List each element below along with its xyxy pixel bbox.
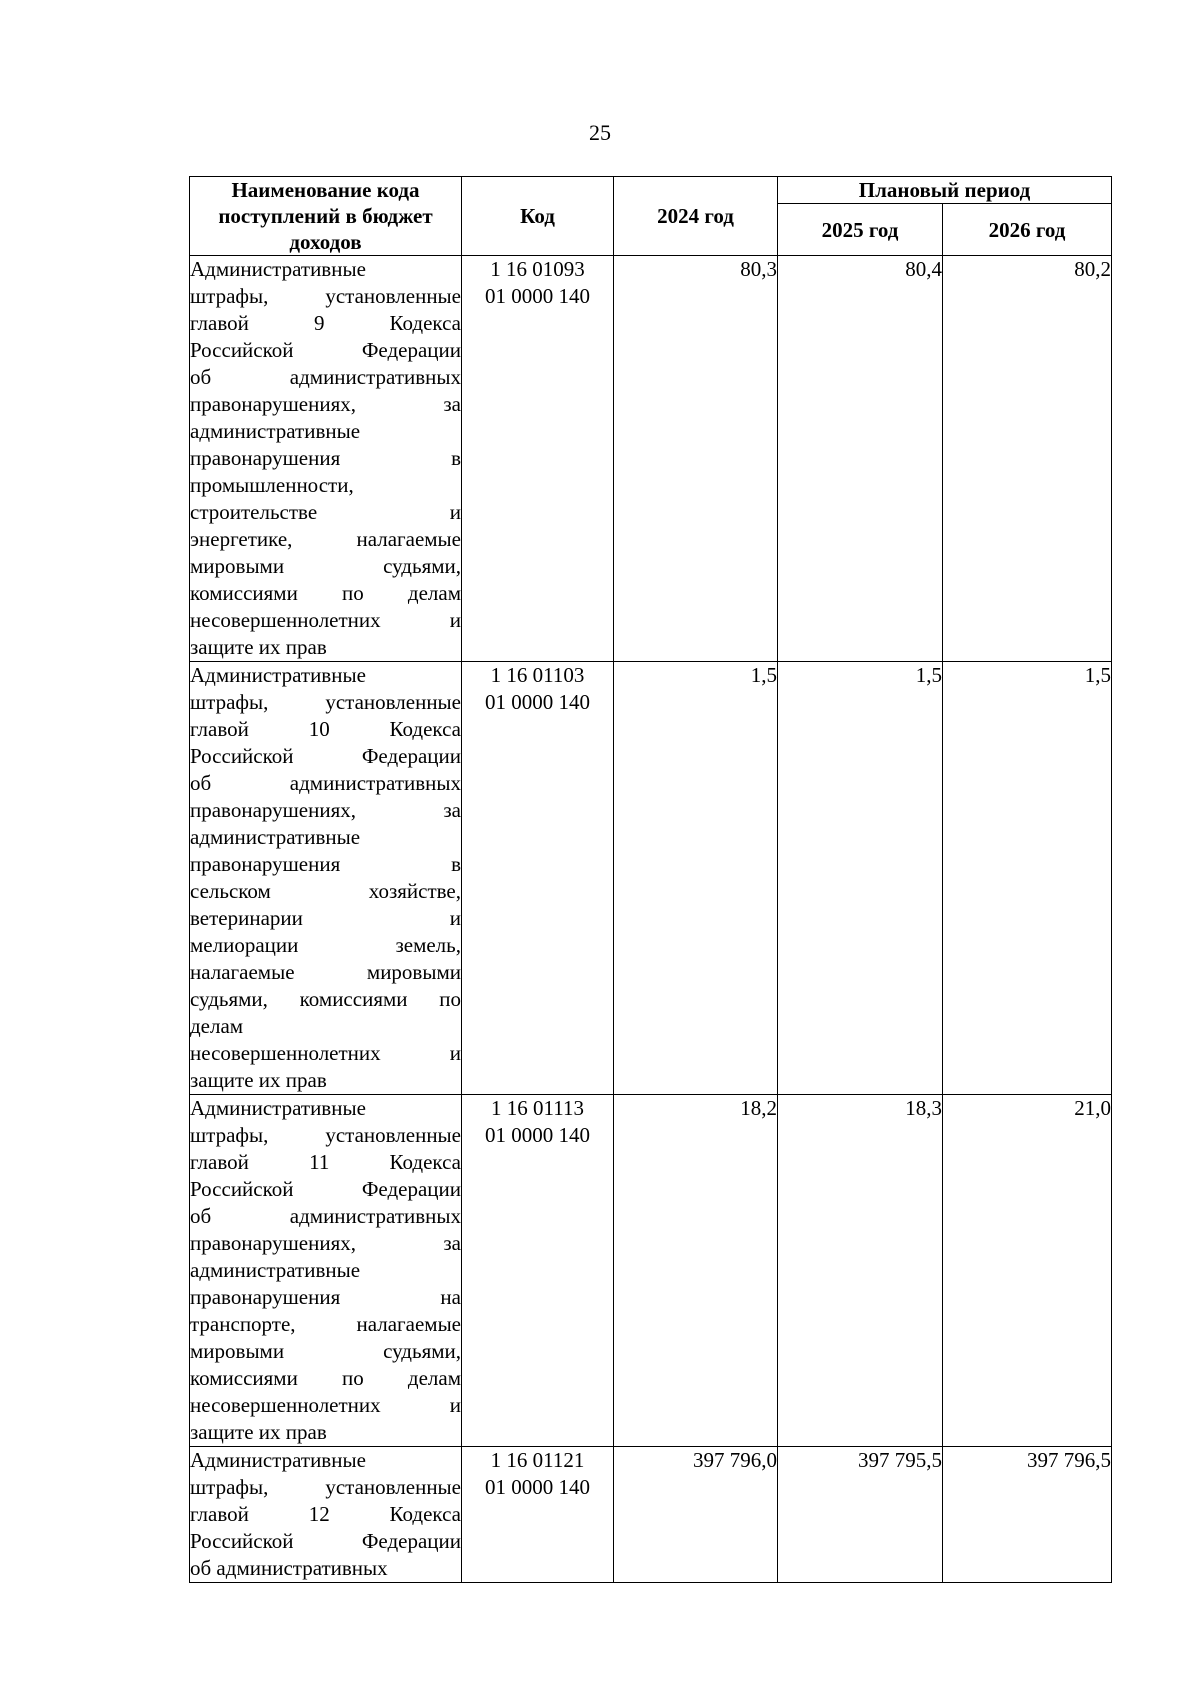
row-name-line: комиссиями по делам — [190, 1366, 461, 1390]
row-code-line: 1 16 01113 — [491, 1096, 584, 1120]
row-name-line: делам — [190, 1014, 244, 1038]
row-name-line: Российской Федерации — [190, 1529, 461, 1553]
row-name-line: строительстве и — [190, 500, 461, 524]
row-name-line: несовершеннолетних и — [190, 1041, 461, 1065]
row-name-line: Российской Федерации — [190, 744, 461, 768]
row-code-line: 1 16 01093 — [490, 257, 585, 281]
row-name-line: комиссиями по делам — [190, 581, 461, 605]
row-code-line: 1 16 01121 — [490, 1448, 585, 1472]
row-name-line: транспорте, налагаемые — [190, 1312, 461, 1336]
row-name-line: главой 12 Кодекса — [190, 1502, 461, 1526]
row-name-line: правонарушения в — [190, 852, 461, 876]
row-name-line: штрафы, установленные — [190, 690, 461, 714]
row-name-line: об административных — [190, 771, 461, 795]
row-value-2026: 21,0 — [943, 1095, 1112, 1447]
row-name-line: защите их прав — [190, 1068, 327, 1092]
row-name-line: правонарушения на — [190, 1285, 461, 1309]
row-name-line: энергетике, налагаемые — [190, 527, 461, 551]
row-name-line: мировыми судьями, — [190, 554, 461, 578]
row-name-cell — [190, 662, 462, 1095]
row-name-line: правонарушениях, за — [190, 798, 461, 822]
row-name-line: промышленности, — [190, 473, 354, 497]
row-name-line: Российской Федерации — [190, 1177, 461, 1201]
row-name-line: ветеринарии и — [190, 906, 461, 930]
row-value-2024: 397 796,0 — [614, 1447, 778, 1583]
row-value-2025: 1,5 — [778, 662, 943, 1095]
header-planned-period: Плановый период — [778, 177, 1112, 204]
row-value-2026: 397 796,5 — [943, 1447, 1112, 1583]
row-value-2025: 397 795,5 — [778, 1447, 943, 1583]
row-name-line: об административных — [190, 365, 461, 389]
row-name-line: судьями, комиссиями по — [190, 987, 461, 1011]
row-name-line: штрафы, установленные — [190, 284, 461, 308]
header-code: Код — [462, 177, 614, 256]
page-number: 25 — [589, 120, 611, 145]
row-code-cell — [462, 256, 614, 662]
row-name-line: несовершеннолетних и — [190, 608, 461, 632]
row-name-line: сельском хозяйстве, — [190, 879, 461, 903]
row-code-line: 01 0000 140 — [485, 284, 590, 308]
row-name-line: защите их прав — [190, 1420, 327, 1444]
row-name-cell — [190, 1095, 462, 1447]
row-name-line: несовершеннолетних и — [190, 1393, 461, 1417]
header-2026: 2026 год — [943, 204, 1112, 256]
row-name-line: главой 11 Кодекса — [190, 1150, 461, 1174]
row-value-2025: 18,3 — [778, 1095, 943, 1447]
row-name-line: главой 9 Кодекса — [190, 311, 461, 335]
row-value-2025: 80,4 — [778, 256, 943, 662]
row-value-2024: 18,2 — [614, 1095, 778, 1447]
row-name-line: об административных — [190, 1204, 461, 1228]
row-code-cell — [462, 1095, 614, 1447]
row-value-2024: 1,5 — [614, 662, 778, 1095]
row-name-line: Административные — [190, 257, 366, 281]
row-name-line: правонарушениях, за — [190, 1231, 461, 1255]
row-code-line: 01 0000 140 — [485, 1475, 590, 1499]
row-value-2026: 80,2 — [943, 256, 1112, 662]
row-name-line: штрафы, установленные — [190, 1123, 461, 1147]
row-name-line: административные — [190, 419, 361, 443]
row-code-line: 01 0000 140 — [485, 1123, 590, 1147]
header-2024: 2024 год — [614, 177, 778, 256]
row-name-cell — [190, 256, 462, 662]
row-name-line: Административные — [190, 663, 366, 687]
row-name-line: Административные — [190, 1448, 366, 1472]
header-name: Наименование кода поступлений в бюджет доходов — [190, 177, 462, 256]
revenue-table — [189, 176, 1112, 1583]
row-name-line: мелиорации земель, — [190, 933, 461, 957]
row-value-2024: 80,3 — [614, 256, 778, 662]
row-name-cell — [190, 1447, 462, 1583]
row-value-2026: 1,5 — [943, 662, 1112, 1095]
row-name-line: мировыми судьями, — [190, 1339, 461, 1363]
table-row — [190, 1447, 1112, 1583]
row-name-line: налагаемые мировыми — [190, 960, 461, 984]
row-name-line: административные — [190, 825, 361, 849]
table-row — [190, 662, 1112, 1095]
row-name-line: Российской Федерации — [190, 338, 461, 362]
row-name-line: правонарушения в — [190, 446, 461, 470]
row-name-line: главой 10 Кодекса — [190, 717, 461, 741]
row-name-line: штрафы, установленные — [190, 1475, 461, 1499]
row-name-line: административные — [190, 1258, 361, 1282]
row-name-line: правонарушениях, за — [190, 392, 461, 416]
row-code-line: 01 0000 140 — [485, 690, 590, 714]
row-name-line: защите их прав — [190, 635, 327, 659]
row-code-line: 1 16 01103 — [490, 663, 585, 687]
table-row — [190, 1095, 1112, 1447]
row-code-cell — [462, 1447, 614, 1583]
header-2025: 2025 год — [778, 204, 943, 256]
row-code-cell — [462, 662, 614, 1095]
row-name-line: Административные — [190, 1096, 366, 1120]
table-row — [190, 256, 1112, 662]
row-name-line: об административных — [190, 1556, 388, 1580]
